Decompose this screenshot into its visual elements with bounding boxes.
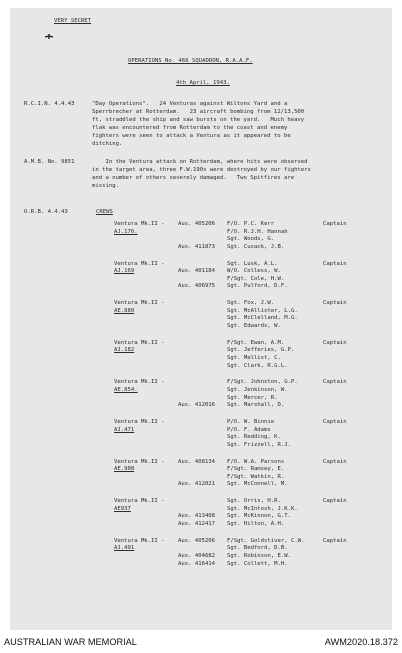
service-number: Aus. 404682 <box>178 552 216 559</box>
crew-member: Sgt. Hilton, A.H. <box>227 520 285 527</box>
crew-role: Captain <box>323 458 347 465</box>
aircraft-serial: AJ.471 <box>114 426 135 433</box>
crew-member: F/O. W.A. Parsons <box>227 458 285 465</box>
crew-member: Sgt. Lusk, A.L. <box>227 260 278 267</box>
crew-member: F/O. P.C. Kerr <box>227 221 275 227</box>
service-number: Aus. 408134 <box>178 458 216 465</box>
aircraft-serial: AE.908 <box>114 466 135 473</box>
crews-reference: O.R.B. 4.4.43 <box>24 209 68 215</box>
crew-member: F/Sgt. Ewan, A.M. <box>227 339 285 346</box>
crew-member: Sgt. Fox, J.W. <box>227 300 275 307</box>
crew-member: F/Sgt. Watkin, R. <box>227 473 285 480</box>
crew-member: Sgt. Frizzell, R.J. <box>227 441 291 448</box>
entry-line: flak was encountered from Rotterdam to the coast and enemy <box>92 125 288 131</box>
entry-line: fighters were seen to attack a Ventura as it appeared to be <box>92 133 291 139</box>
crew-member: Sgt. Marshall, D. <box>227 402 285 409</box>
crew-member: Sgt. Cusack, J.B. <box>227 243 285 250</box>
crew-role: Captain <box>323 419 347 425</box>
operations-title: OPERATIONS No. 466 SQUADRON, R.A.A.F. <box>128 58 253 64</box>
ink-mark <box>44 33 54 40</box>
aircraft-type: Ventura Mk.II - <box>114 221 165 227</box>
crew-member: F/Sgt. Ramsey, E. <box>227 466 285 473</box>
service-number: Aus. 413408 <box>178 513 216 520</box>
aircraft-type: Ventura Mk.II - <box>114 498 165 505</box>
footer <box>0 632 402 653</box>
classification-heading: VERY SECRET <box>54 18 92 24</box>
crew-member: F/Sgt. Cole, H.W. <box>227 275 285 282</box>
crews-heading: CREWS <box>96 209 113 215</box>
crew-member: Sgt. Collett, M.H. <box>227 560 288 567</box>
aircraft-serial: AE937 <box>114 505 131 512</box>
crew-member: Sgt. McConnell, M. <box>227 481 288 488</box>
aircraft-type: Ventura Mk.II - <box>114 379 165 386</box>
service-number: Aus. 411873 <box>178 243 216 250</box>
entry-line: "Day Operations". 24 Venturas against Wiltons Yard and a <box>92 101 288 107</box>
entry-reference: A.M.B. No. 9851 <box>24 159 75 165</box>
crew-member: Sgt. Jefferies, G.P. <box>227 347 295 354</box>
crew-member: F/O. R.J.H. Hannah <box>227 228 288 235</box>
aircraft-serial: AJ.182 <box>114 347 135 354</box>
crew-role: Captain <box>323 260 347 267</box>
footer-credit: AUSTRALIAN WAR MEMORIAL <box>4 637 137 647</box>
crew-member: Sgt. Mercer, R. <box>227 394 278 401</box>
entry-line: In the Ventura attack on Rotterdam, where hits were observed <box>92 159 308 165</box>
entry-line: ft, straddled the ship and saw bursts on the yard. Much heavy <box>92 117 305 123</box>
entry-line: in the target area, three F.W.190s were destroyed by our fighters <box>92 167 311 173</box>
crew-member: Sgt. McClelland, M.G. <box>227 315 298 322</box>
entry-reference: R.C.I.N. 4.4.43 <box>24 101 75 107</box>
crew-member: Sgt. Edwards, W. <box>227 322 281 329</box>
crew-role: Captain <box>323 339 347 346</box>
crew-member: W/O. Colless, W. <box>227 268 281 275</box>
service-number: Aus. 405206 <box>178 221 216 227</box>
aircraft-type: Ventura Mk.II - <box>114 458 165 465</box>
crew-member: Sgt. Orris, H.R. <box>227 498 281 505</box>
service-number: Aus. 412417 <box>178 520 216 527</box>
service-number: Aus. 416414 <box>178 560 216 567</box>
entry-line: and a number of others severely damaged. Two Spitfires are <box>92 175 295 181</box>
footer-reference-number: AWM2020.18.372 <box>324 637 398 647</box>
crew-member: Sgt. McIntosh, J.K.K. <box>227 505 298 512</box>
crew-member: Sgt. Bedford, D.B. <box>227 545 288 552</box>
crew-member: F/Sgt. Goldstiver, C.W. <box>227 537 305 544</box>
entry-line: ditching. <box>92 141 123 147</box>
crew-member: P/O. F. Adams <box>227 426 271 433</box>
crew-member: Sgt. McKinnon, G.T. <box>227 513 291 520</box>
aircraft-type: Ventura Mk.II - <box>114 260 165 267</box>
entry-line: Sperrbrecher at Rotterdam. 23 aircraft bombing from 12/13,500 <box>92 109 305 115</box>
crew-member: P/O. W. Binnie <box>227 419 275 425</box>
document-sheet <box>10 8 392 630</box>
crew-role: Captain <box>323 537 347 544</box>
crew-member: Sgt. Redding, K. <box>227 434 281 441</box>
crew-member: Sgt. Robinson, E.W. <box>227 552 291 559</box>
crew-member: Sgt. McAllister, L.G. <box>227 307 298 314</box>
aircraft-type: Ventura Mk.II - <box>114 339 165 346</box>
service-number: Aus. 401184 <box>178 268 216 275</box>
operations-date: 4th April, 1943. <box>176 80 230 86</box>
crew-member: F/Sgt. Johnston, G.P. <box>227 379 298 386</box>
crew-member: Sgt. Clark, R.G.L. <box>227 362 288 369</box>
service-number: Aus. 406975 <box>178 283 216 290</box>
crew-role: Captain <box>323 379 347 386</box>
crew-member: Sgt. Woods, G. <box>227 236 275 243</box>
aircraft-serial: AE.880 <box>114 307 135 314</box>
aircraft-serial: AJ.176. <box>114 228 138 235</box>
crew-member: Sgt. Pulford, D.F. <box>227 283 288 290</box>
service-number: Aus. 412021 <box>178 481 216 488</box>
aircraft-serial: AJ.491 <box>114 545 135 552</box>
crew-role: Captain <box>323 498 347 505</box>
service-number: Aus. 405206 <box>178 537 216 544</box>
entry-line: missing. <box>92 183 119 189</box>
crew-role: Captain <box>323 221 347 227</box>
aircraft-type: Ventura Mk.II - <box>114 419 165 425</box>
crew-member: Sgt. Jenkinson, W. <box>227 386 288 393</box>
aircraft-serial: AE.854. <box>114 386 138 393</box>
aircraft-serial: AJ.169 <box>114 268 135 275</box>
service-number: Aus. 412016 <box>178 402 216 409</box>
aircraft-type: Ventura Mk.II - <box>114 300 165 307</box>
crew-role: Captain <box>323 300 347 307</box>
crew-member: Sgt. Mellist, C. <box>227 354 281 361</box>
aircraft-type: Ventura Mk.II - <box>114 537 165 544</box>
